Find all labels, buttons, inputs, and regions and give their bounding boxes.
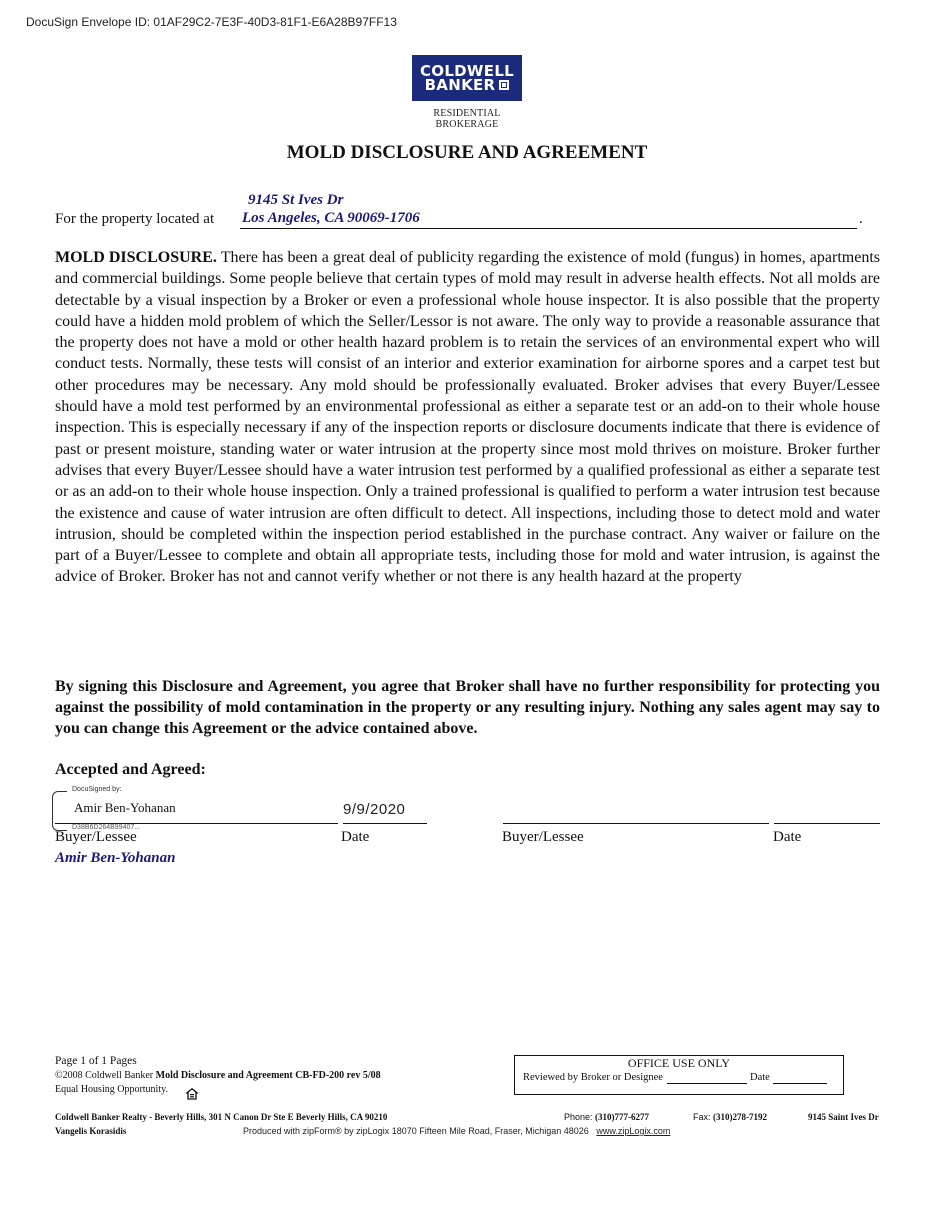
fax-number: (310)278-7192 — [713, 1112, 768, 1122]
logo-line-2-row — [425, 78, 510, 92]
buyer-lessee-label-1: Buyer/Lessee — [55, 829, 137, 845]
accepted-heading: Accepted and Agreed: — [55, 761, 206, 778]
office-date-field[interactable] — [773, 1083, 827, 1084]
phone-label: Phone: — [564, 1112, 593, 1122]
disclosure-body: There has been a great deal of publicity regarding the existence of mold (fungus) in homes, apartments and commercial buildings. Some people believe that certain types of mold may result in adverse health effects. Not all molds are detectable by a visual inspection by a Broker or even a professional whole house inspector. It is also possible that the property could have a hidden mold problem of which the Seller/Lessor is not aware. The only way to provide a reasonable assurance that the property does not have a mold or other health hazard problem is to retain the services of an environmental expert who will conduct tests. Normally, these tests will consist of an interior and exterior examination for airborne spores and a carpet test but other procedures may be necessary. Any mold should be professionally evaluated. Broker advises that every Buyer/Lessee should have a mold test performed by an environmental professional as either a separate test or an add-on to their whole house inspection. This is especially necessary if any of the inspection reports or disclosure documents indicate that there is evidence of past or present moisture, standing water or water intrusion at the property since most mold thrives on moisture. Broker further advises that every Buyer/Lessee should have a water intrusion test performed by a qualified professional as either a separate test or as an add-on to their whole house inspection. Only a trained professional is qualified to perform a water intrusion test because the existence and cause of water intrusion are often difficult to detect. All inspections, including those to detect mold and water intrusion, should be completed within the inspection period established in the purchase contract. Any waiver or failure on the part of a Buyer/Lessee to complete and obtain all appropriate tests, including those for mold and water intrusion, is against the advice of Broker. Broker has not and cannot verify whether or not there is any health hazard at the property — [55, 249, 880, 586]
buyer-printed-name-1[interactable]: Amir Ben-Yohanan — [55, 850, 176, 866]
property-label: For the property located at — [55, 211, 215, 227]
signature-line-buyer-1 — [55, 823, 338, 824]
agreement-statement: By signing this Disclosure and Agreement, you agree that Broker shall have no further responsibility for protecting you against the possibility of mold contamination in the property or any resulting injury. Nothing any sales agent may say to you can change this Agreement or the advice contained above. — [55, 678, 880, 737]
docusigned-by-label: DocuSigned by: — [72, 786, 122, 793]
property-address-line-2[interactable]: Los Angeles, CA 90069-1706 — [242, 210, 420, 226]
form-name: Mold Disclosure and Agreement CB-FD-200 rev 5/08 — [155, 1070, 381, 1081]
disclosure-heading: MOLD DISCLOSURE. — [55, 249, 217, 266]
office-use-box — [514, 1055, 844, 1095]
mold-disclosure-paragraph — [55, 247, 880, 588]
fax-info — [693, 1112, 767, 1122]
produced-with-line — [243, 1126, 670, 1136]
office-use-title: OFFICE USE ONLY — [627, 1056, 731, 1070]
docusign-bracket — [52, 791, 67, 831]
date-label-2: Date — [773, 829, 802, 845]
date-line-buyer-2[interactable] — [774, 823, 880, 824]
coldwell-banker-logo — [412, 55, 522, 101]
copyright-line — [55, 1070, 381, 1081]
signature-buyer-1[interactable]: Amir Ben-Yohanan — [74, 800, 176, 815]
office-date-label: Date — [750, 1072, 770, 1083]
page-info: Page 1 of 1 Pages — [55, 1055, 137, 1067]
address-terminator: . — [859, 211, 863, 227]
agent-name: Vangelis Korasidis — [55, 1126, 127, 1136]
address-underline — [240, 228, 857, 229]
ziplogix-link[interactable]: www.zipLogix.com — [596, 1126, 671, 1136]
produced-with-text: Produced with zipForm® by zipLogix 18070 Fifteen Mile Road, Fraser, Michigan 48026 — [243, 1126, 589, 1136]
equal-housing-icon — [186, 1088, 198, 1100]
reviewed-by-field[interactable] — [667, 1083, 747, 1084]
copyright-prefix: ©2008 Coldwell Banker — [55, 1070, 154, 1081]
buyer-lessee-label-2: Buyer/Lessee — [502, 829, 584, 845]
signature-line-buyer-2[interactable] — [503, 823, 769, 824]
docusign-envelope-id: DocuSign Envelope ID: 01AF29C2-7E3F-40D3-81F1-E6A28B97FF13 — [26, 15, 397, 29]
property-address-line-1[interactable]: 9145 St Ives Dr — [248, 192, 344, 208]
logo-mark-icon — [499, 80, 509, 90]
date-label-1: Date — [341, 829, 370, 845]
signature-id: D38B6D264B99407... — [72, 824, 141, 831]
date-line-buyer-1 — [343, 823, 427, 824]
reviewed-by-label: Reviewed by Broker or Designee — [523, 1072, 663, 1083]
fax-label: Fax: — [693, 1112, 711, 1122]
logo-line-2: BANKER — [424, 76, 496, 94]
equal-housing-text: Equal Housing Opportunity. — [55, 1084, 168, 1095]
date-field-buyer-1[interactable]: 9/9/2020 — [343, 801, 406, 818]
logo-line-1: COLDWELL — [419, 62, 515, 80]
phone-info — [564, 1112, 649, 1122]
agent-office-address: Coldwell Banker Realty - Beverly Hills, 301 N Canon Dr Ste E Beverly Hills, CA 90210 — [55, 1112, 388, 1122]
logo-subtitle: RESIDENTIAL BROKERAGE — [433, 108, 501, 130]
page-title: MOLD DISCLOSURE AND AGREEMENT — [286, 142, 648, 163]
property-short-name: 9145 Saint Ives Dr — [808, 1112, 879, 1122]
phone-number: (310)777-6277 — [595, 1112, 650, 1122]
